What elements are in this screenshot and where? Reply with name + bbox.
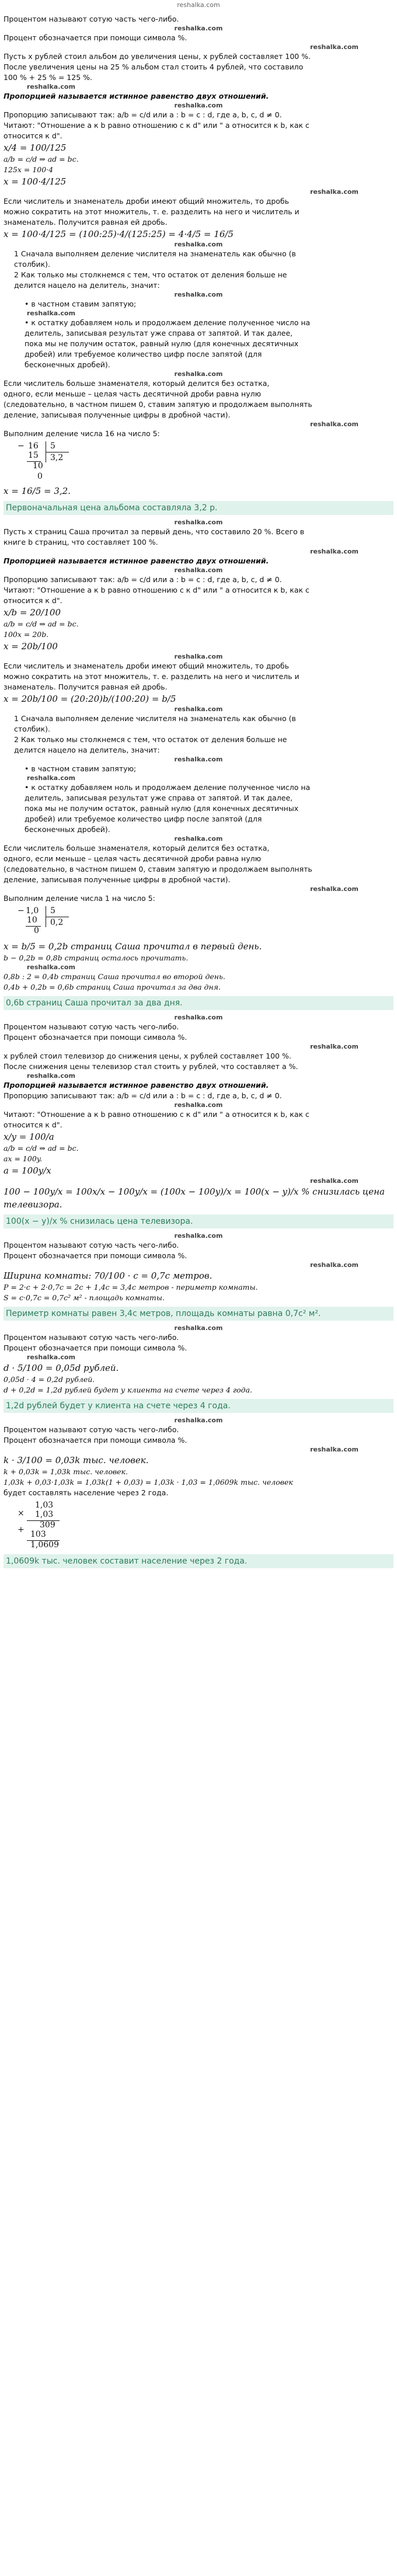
- text-line: Выполним деление числа 16 на число 5:: [4, 429, 160, 438]
- subtrahend: 10: [27, 915, 37, 925]
- list-bullet: бесконечных дробей).: [25, 825, 110, 834]
- remainder: 0: [34, 926, 39, 935]
- watermark: reshalka.com: [310, 1446, 358, 1453]
- formula-line: x/b = 20/100: [4, 607, 61, 618]
- text-line: можно сократить на этот множитель, т. е. разделить на него и числитель и: [4, 207, 300, 216]
- watermark: reshalka.com: [174, 370, 223, 378]
- watermark: reshalka.com: [174, 102, 223, 109]
- text-line: (следовательно, в частном пишем 0, ставим запятую и продолжаем выполнять: [4, 865, 312, 873]
- watermark: reshalka.com: [174, 1232, 223, 1240]
- formula-line: 125x = 100·4: [4, 165, 54, 174]
- text-line: После снижения цены телевизор стал стоить y рублей, что составляет a %.: [4, 1062, 298, 1071]
- watermark: reshalka.com: [310, 548, 358, 555]
- text-line: Процент обозначается при помощи символа %.: [4, 1251, 187, 1260]
- formula-line: Ширина комнаты: 70/100 · c = 0,7c метров.: [4, 1270, 213, 1281]
- long-division: [18, 906, 393, 938]
- section-tv: [4, 1014, 393, 1228]
- watermark: reshalka.com: [174, 835, 223, 843]
- partial-2: 103: [30, 1530, 46, 1539]
- formula-line: k + 0,03k = 1,03k тыс. человек.: [4, 1467, 128, 1476]
- partial-1: 309: [40, 1520, 55, 1530]
- watermark: reshalka.com: [174, 705, 223, 713]
- text-line: (следовательно, в частном пишем 0, ставим запятую и продолжаем выполнять: [4, 400, 312, 409]
- watermark: reshalka.com: [174, 291, 223, 298]
- quotient: 3,2: [50, 453, 64, 462]
- watermark: reshalka.com: [174, 241, 223, 248]
- remainder: 10: [33, 461, 43, 471]
- formula-line: x = 100·4/125: [4, 176, 67, 187]
- formula-line: a/b = c/d ⇒ ad = bc.: [4, 1144, 79, 1153]
- text-line: Пропорцию записывают так: a/b = c/d или a : b = c : d, где a, b, c, d ≠ 0.: [4, 110, 282, 119]
- text-line: Выполним деление числа 1 на число 5:: [4, 894, 155, 903]
- text-line: Процентом называют сотую часть чего-либо.: [4, 1333, 179, 1342]
- text-line: 100 % + 25 % = 125 %.: [4, 73, 92, 82]
- text-line: Пропорцию записывают так: a/b = c/d или a : b = c : d, где a, b, c, d ≠ 0.: [4, 575, 282, 584]
- list-item: столбик).: [14, 725, 51, 733]
- list-bullet: • в частном ставим запятую;: [25, 300, 137, 308]
- divisor: 5: [50, 441, 55, 451]
- watermark: reshalka.com: [27, 83, 75, 90]
- column-multiplication: [18, 1501, 393, 1551]
- watermark: reshalka.com: [27, 309, 75, 317]
- text-line: деление, записывая полученные цифры в дробной части).: [4, 875, 231, 884]
- plus-sign: +: [18, 1525, 25, 1534]
- solution-content: [0, 14, 397, 1568]
- list-bullet: делитель, записывая результат уже справа от запятой. И так далее,: [25, 793, 293, 802]
- watermark: reshalka.com: [310, 43, 358, 51]
- section-room: [4, 1232, 393, 1321]
- list-item: 1 Сначала выполняем деление числителя на знаменатель как обычно (в: [14, 714, 296, 723]
- factor-b: 1,03: [35, 1510, 54, 1519]
- watermark: reshalka.com: [310, 1177, 358, 1185]
- definition-line: Пропорцией называется истинное равенство двух отношений.: [4, 1081, 269, 1089]
- text-line: После увеличения цены на 25 % альбом стал стоить 4 рублей, что составило: [4, 62, 304, 71]
- text-line: Процент обозначается при помощи символа %.: [4, 1033, 187, 1042]
- text-line: относится к d".: [4, 1120, 62, 1129]
- formula-line: x/4 = 100/125: [4, 142, 67, 153]
- watermark: reshalka.com: [310, 188, 358, 196]
- formula-line: k · 3/100 = 0,03k тыс. человек.: [4, 1455, 149, 1465]
- divisor: 5: [50, 906, 55, 915]
- formula-line: 0,05d · 4 = 0,2d рублей.: [4, 1375, 95, 1384]
- watermark: reshalka.com: [27, 1353, 75, 1361]
- text-line: Если числитель и знаменатель дроби имеют общий множитель, то дробь: [4, 197, 290, 206]
- watermark: reshalka.com: [310, 1043, 358, 1050]
- remainder-final: 0: [37, 472, 43, 481]
- formula-line: S = c·0,7c = 0,7c² м² - площадь комнаты.: [4, 1293, 165, 1302]
- list-bullet: бесконечных дробей).: [25, 360, 110, 369]
- formula-line: P = 2·c + 2·0,7c = 2c + 1,4c = 3,4c метров - периметр комнаты.: [4, 1283, 258, 1292]
- text-line: можно сократить на этот множитель, т. е. разделить на него и числитель и: [4, 672, 300, 681]
- text-line: будет составлять население через 2 года.: [4, 1488, 169, 1497]
- watermark: reshalka.com: [174, 1014, 223, 1021]
- definition-line: Пропорцией называется истинное равенство двух отношений.: [4, 556, 269, 565]
- list-bullet: делитель, записывая результат уже справа от запятой. И так далее,: [25, 329, 293, 337]
- text-line: Пусть x страниц Саша прочитал за первый день, что составило 20 %. Всего в: [4, 527, 305, 536]
- formula-line: 100x = 20b.: [4, 630, 49, 639]
- text-line: знаменатель. Получится равная ей дробь.: [4, 218, 168, 227]
- definition-line: Пропорцией называется истинное равенство двух отношений.: [4, 92, 269, 100]
- text-line: Если числитель и знаменатель дроби имеют общий множитель, то дробь: [4, 662, 290, 670]
- watermark: reshalka.com: [310, 885, 358, 893]
- text-line: Процентом называют сотую часть чего-либо.: [4, 15, 179, 23]
- text-line: x рублей стоил телевизор до снижения цены, x рублей составляет 100 %.: [4, 1052, 291, 1060]
- list-bullet: • в частном ставим запятую;: [25, 764, 137, 773]
- formula-line: x = 16/5 = 3,2.: [4, 486, 71, 496]
- list-bullet: дробей) или требуемое количество цифр после запятой (для: [25, 814, 262, 823]
- formula-line: d + 0,2d = 1,2d рублей будет у клиента на счете через 4 года.: [4, 1386, 253, 1394]
- answer-box: 0,6b страниц Саша прочитал за два дня.: [4, 996, 393, 1010]
- section-deposit: [4, 1324, 393, 1413]
- list-item: 2 Как только мы столкнемся с тем, что остаток от деления больше не: [14, 735, 287, 744]
- times-sign: ×: [18, 1509, 25, 1518]
- formula-line: b − 0,2b = 0,8b страниц осталось прочитать.: [4, 953, 189, 962]
- watermark: reshalka.com: [174, 25, 223, 32]
- text-line: относится к d".: [4, 131, 62, 140]
- text-line: Процентом называют сотую часть чего-либо.: [4, 1425, 179, 1434]
- quotient: 0,2: [50, 918, 64, 927]
- list-item: 2 Как только мы столкнемся с тем, что остаток от деления больше не: [14, 270, 287, 279]
- text-line: Процентом называют сотую часть чего-либо.: [4, 1241, 179, 1249]
- product: 1,0609: [30, 1540, 59, 1550]
- watermark: reshalka.com: [174, 1101, 223, 1109]
- formula-line: 0,4b + 0,2b = 0,6b страниц Саша прочитал за два дня.: [4, 983, 221, 991]
- text-line: Пропорцию записывают так: a/b = c/d или a : b = c : d, где a, b, c, d ≠ 0.: [4, 1091, 282, 1100]
- section-population: [4, 1416, 393, 1568]
- formula-line: a/b = c/d ⇒ ad = bc.: [4, 619, 79, 628]
- text-line: книге b страниц, что составляет 100 %.: [4, 538, 158, 546]
- long-division: [18, 441, 393, 482]
- list-bullet: пока мы не получим остаток, равный нулю (для конечных десятичных: [25, 804, 299, 813]
- text-line: деление, записывая полученные цифры в дробной части).: [4, 410, 231, 419]
- answer-box: 100(x − y)/x % снизилась цена телевизора.: [4, 1214, 393, 1228]
- watermark: reshalka.com: [310, 420, 358, 428]
- formula-line: a/b = c/d ⇒ ad = bc.: [4, 155, 79, 163]
- formula-line: x = 20b/100: [4, 641, 58, 652]
- text-line: Читают: "Отношение a к b равно отношению c к d" или " a относится к b, как c: [4, 586, 309, 594]
- text-line: Процентом называют сотую часть чего-либо.: [4, 1022, 179, 1031]
- list-bullet: • к остатку добавляем ноль и продолжаем деление полученное число на: [25, 318, 311, 327]
- minus-sign: −: [18, 441, 25, 451]
- formula-line: x/y = 100/a: [4, 1132, 54, 1142]
- watermark: reshalka.com: [174, 518, 223, 526]
- list-item: столбик).: [14, 260, 51, 269]
- watermark: reshalka.com: [174, 566, 223, 574]
- text-line: Процент обозначается при помощи символа %.: [4, 1436, 187, 1444]
- answer-box: Периметр комнаты равен 3,4c метров, площадь комнаты равна 0,7c² м².: [4, 1307, 393, 1321]
- list-bullet: пока мы не получим остаток, равный нулю (для конечных десятичных: [25, 339, 299, 348]
- answer-box: Первоначальная цена альбома составляла 3,2 р.: [4, 501, 393, 515]
- subtrahend: 15: [28, 451, 39, 460]
- watermark: reshalka.com: [27, 1072, 75, 1080]
- factor-a: 1,03: [35, 1501, 54, 1510]
- text-line: Читают: "Отношение a к b равно отношению c к d" или " a относится к b, как c: [4, 121, 309, 130]
- watermark: reshalka.com: [174, 756, 223, 763]
- text-line: Читают: "Отношение a к b равно отношению c к d" или " a относится к b, как c: [4, 1110, 309, 1119]
- formula-line: 100 − 100y/x = 100x/x − 100y/x = (100x − 100y)/x = 100(x − y)/x % снизилась цена телевизора.: [4, 1186, 385, 1210]
- list-bullet: • к остатку добавляем ноль и продолжаем деление полученное число на: [25, 783, 311, 792]
- text-line: Если числитель больше знаменателя, который делится без остатка,: [4, 844, 270, 852]
- list-item: делится нацело на делитель, значит:: [14, 746, 160, 754]
- formula-line: x = 100·4/125 = (100:25)·4/(125:25) = 4·4/5 = 16/5: [4, 229, 234, 239]
- text-line: Процент обозначается при помощи символа %.: [4, 1343, 187, 1352]
- dividend: 1,0: [26, 906, 39, 915]
- list-bullet: дробей) или требуемое количество цифр после запятой (для: [25, 350, 262, 358]
- watermark: reshalka.com: [27, 774, 75, 782]
- watermark: reshalka.com: [27, 963, 75, 971]
- text-line: знаменатель. Получится равная ей дробь.: [4, 683, 168, 691]
- text-line: относится к d".: [4, 596, 62, 605]
- formula-line: 1,03k + 0,03·1,03k = 1,03k(1 + 0,03) = 1,03k · 1,03 = 1,0609k тыс. человек: [4, 1478, 293, 1487]
- formula-line: x = 20b/100 = (20:20)b/(100:20) = b/5: [4, 694, 176, 704]
- answer-box: 1,0609k тыс. человек составит население через 2 года.: [4, 1554, 393, 1568]
- text-line: одного, если меньше – целая часть десятичной дроби равна нулю: [4, 854, 262, 863]
- formula-line: a = 100y/x: [4, 1165, 51, 1176]
- watermark: reshalka.com: [310, 1261, 358, 1269]
- section-book: [4, 518, 393, 1010]
- section-album: [4, 14, 393, 515]
- watermark: reshalka.com: [174, 1416, 223, 1424]
- formula-line: d · 5/100 = 0,05d рублей.: [4, 1363, 119, 1373]
- watermark: reshalka.com: [174, 653, 223, 660]
- site-header[interactable]: reshalka.com: [177, 1, 220, 9]
- watermark: reshalka.com: [174, 1324, 223, 1332]
- text-line: Пусть x рублей стоил альбом до увеличения цены, x рублей составляет 100 %.: [4, 52, 311, 61]
- formula-line: x = b/5 = 0,2b страниц Саша прочитал в первый день.: [4, 941, 262, 952]
- formula-line: ax = 100y.: [4, 1154, 43, 1163]
- formula-line: 0,8b : 2 = 0,4b страниц Саша прочитал во второй день.: [4, 972, 225, 981]
- answer-box: 1,2d рублей будет у клиента на счете через 4 года.: [4, 1399, 393, 1413]
- list-item: делится нацело на делитель, значит:: [14, 281, 160, 290]
- list-item: 1 Сначала выполняем деление числителя на знаменатель как обычно (в: [14, 249, 296, 258]
- dividend: 16: [28, 441, 39, 451]
- text-line: Процент обозначается при помощи символа %.: [4, 33, 187, 42]
- text-line: одного, если меньше – целая часть десятичной дроби равна нулю: [4, 389, 262, 398]
- minus-sign: −: [18, 906, 25, 915]
- text-line: Если числитель больше знаменателя, который делится без остатка,: [4, 379, 270, 388]
